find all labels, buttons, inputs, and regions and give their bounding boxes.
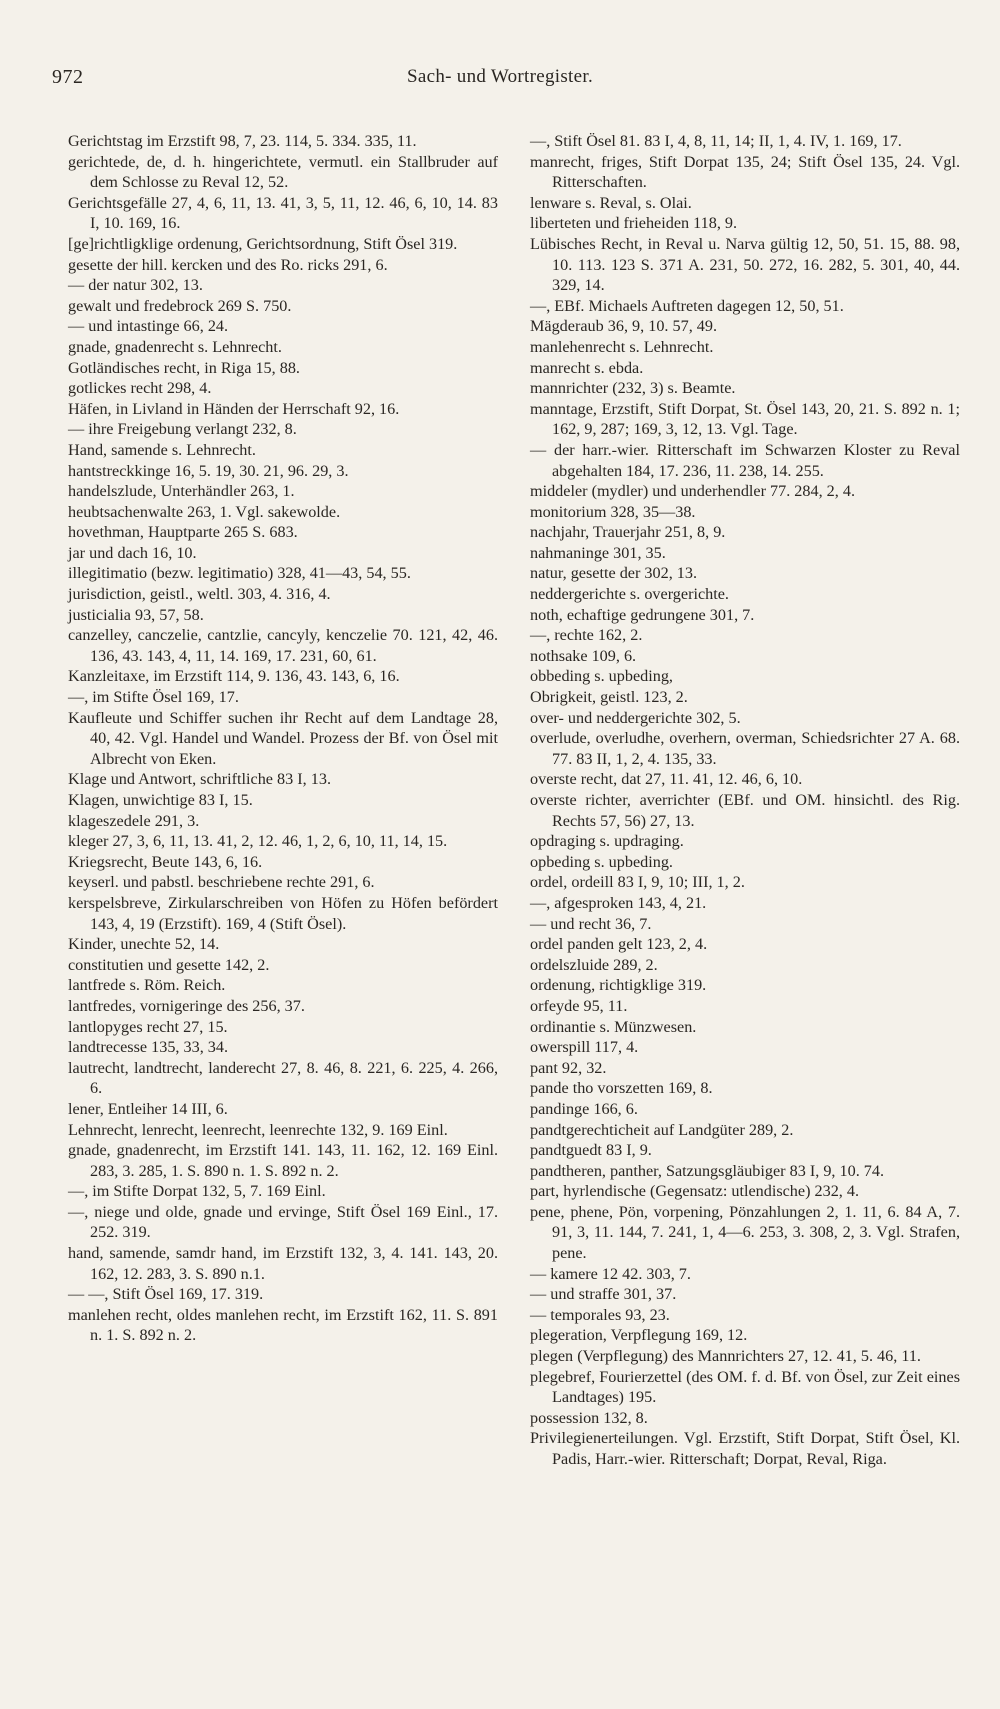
index-entry: gnade, gnadenrecht s. Lehnrecht. (68, 337, 282, 356)
index-entry: owerspill 117, 4. (530, 1038, 639, 1057)
index-entry: opbeding s. upbeding. (530, 852, 673, 871)
index-entry: pant 92, 32. (530, 1058, 607, 1077)
index-entry: overste richter, averrichter (EBf. und OM. hinsichtl. des Rig. Rechts 57, 56) 27, 13. (530, 791, 960, 830)
index-entry: overlude, overludhe, overhern, overman, Schiedsrichter 27 A. 68. 77. 83 II, 1, 2, 4. 135, 33. (530, 729, 960, 768)
index-entry: Hand, samende s. Lehnrecht. (68, 440, 256, 459)
index-entry: —, im Stifte Ösel 169, 17. (68, 688, 239, 707)
index-entry: lantfrede s. Röm. Reich. (68, 976, 226, 995)
index-entry: gotlickes recht 298, 4. (68, 379, 212, 398)
index-entry: Obrigkeit, geistl. 123, 2. (530, 688, 688, 707)
index-entry: [ge]richtligklige ordenung, Gerichtsordnung, Stift Ösel 319. (68, 234, 458, 253)
index-entry: hand, samende, samdr hand, im Erzstift 132, 3, 4. 141. 143, 20. 162, 12. 283, 3. S. 890 n.1. (68, 1244, 498, 1283)
index-entry: overste recht, dat 27, 11. 41, 12. 46, 6, 10. (530, 770, 803, 789)
right-column (530, 131, 960, 1470)
index-entry: pene, phene, Pön, vorpening, Pönzahlungen 2, 1. 11, 6. 84 A, 7. 91, 3, 11. 144, 7. 241, 1, 4—6. 253, 3. 308, 2, 3. Vgl. Strafen, pene. (530, 1202, 960, 1263)
index-entry: gerichtede, de, d. h. hingerichtete, vermutl. ein Stallbruder auf dem Schlosse zu Reval 12, 52. (68, 152, 498, 192)
index-entry: manlehenrecht s. Lehnrecht. (530, 337, 714, 356)
index-entry: justicialia 93, 57, 58. (68, 605, 204, 624)
index-entry: Häfen, in Livland in Händen der Herrschaft 92, 16. (68, 399, 400, 418)
index-entry: manlehen recht, oldes manlehen recht, im Erzstift 162, 11. S. 891 n. 1. S. 892 n. 2. (68, 1305, 498, 1345)
index-entry: over- und neddergerichte 302, 5. (530, 708, 741, 727)
index-entry: — der harr.-wier. Ritterschaft im Schwarzen Kloster zu Reval abgehalten 184, 17. 236, 11. 238, 14. 255. (530, 440, 960, 480)
index-entry: —, niege und olde, gnade und ervinge, Stift Ösel 169 Einl., 17. 252. 319. (68, 1202, 498, 1242)
index-entry: ordel panden gelt 123, 2, 4. (530, 935, 708, 954)
index-entry: — und recht 36, 7. (530, 914, 652, 933)
index-entry: lenware s. Reval, s. Olai. (530, 193, 692, 212)
index-entry: gewalt und fredebrock 269 S. 750. (68, 296, 292, 315)
index-entry: manntage, Erzstift, Stift Dorpat, St. Ösel 143, 20, 21. S. 892 n. 1; 162, 9, 287; 169, 3, 12, 13. Vgl. Tage. (530, 399, 960, 439)
index-entry: handelszlude, Unterhändler 263, 1. (68, 482, 295, 501)
index-entry: opdraging s. updraging. (530, 832, 684, 851)
index-entry: pande tho vorszetten 169, 8. (530, 1079, 713, 1098)
index-entry: nachjahr, Trauerjahr 251, 8, 9. (530, 523, 726, 542)
index-entry: — und straffe 301, 37. (530, 1285, 677, 1304)
index-entry: Kanzleitaxe, im Erzstift 114, 9. 136, 43. 143, 6, 16. (68, 667, 400, 686)
index-entry: hantstreckkinge 16, 5. 19, 30. 21, 96. 29, 3. (68, 461, 349, 480)
index-entry: — temporales 93, 23. (530, 1305, 670, 1324)
index-entry: Mägderaub 36, 9, 10. 57, 49. (530, 317, 718, 336)
index-entry: Lübisches Recht, in Reval u. Narva gültig 12, 50, 51. 15, 88. 98, 10. 113. 123 S. 371 A. 231, 50. 272, 16. 282, 5. 301, 40, 44. 329, 14. (530, 234, 960, 295)
index-entry: part, hyrlendische (Gegensatz: utlendische) 232, 4. (530, 1182, 860, 1201)
index-entry: pandtgerechticheit auf Landgüter 289, 2. (530, 1120, 794, 1139)
index-entry: pandtguedt 83 I, 9. (530, 1141, 652, 1160)
index-entry: Klagen, unwichtige 83 I, 15. (68, 791, 253, 809)
index-entry: plegen (Verpflegung) des Mannrichters 27, 12. 41, 5. 46, 11. (530, 1347, 921, 1366)
index-entry: keyserl. und pabstl. beschriebene rechte 291, 6. (68, 873, 375, 892)
index-entry: monitorium 328, 35—38. (530, 502, 696, 521)
index-entry: plegebref, Fourierzettel (des OM. f. d. Bf. von Ösel, zur Zeit eines Landtages) 195. (530, 1367, 960, 1407)
index-entry: — und intastinge 66, 24. (68, 317, 229, 336)
index-entry: heubtsachenwalte 263, 1. Vgl. sakewolde. (68, 502, 341, 521)
index-entry: klageszedele 291, 3. (68, 811, 200, 830)
index-entry: illegitimatio (bezw. legitimatio) 328, 41—43, 54, 55. (68, 564, 411, 583)
index-entry: gnade, gnadenrecht, im Erzstift 141. 143, 11. 162, 12. 169 Einl. 283, 3. 285, 1. S. 890 n. 1. S. 892 n. 2. (68, 1141, 498, 1180)
index-entry: mannrichter (232, 3) s. Beamte. (530, 379, 736, 398)
index-entry: kerspelsbreve, Zirkularschreiben von Höfen zu Höfen befördert 143, 4, 19 (Erzstift). 169, 4 (Stift Ösel). (68, 893, 498, 933)
index-entry: natur, gesette der 302, 13. (530, 564, 698, 583)
index-entry: — kamere 12 42. 303, 7. (530, 1264, 691, 1283)
index-entry: ordelszluide 289, 2. (530, 955, 658, 974)
index-entry: Kriegsrecht, Beute 143, 6, 16. (68, 852, 263, 871)
index-entry: gesette der hill. kercken und des Ro. ricks 291, 6. (68, 255, 388, 274)
index-entry: canzelley, canczelie, cantzlie, cancyly, kenczelie 70. 121, 42, 46. 136, 43. 143, 4, 11, 14. 169, 17. 231, 60, 61. (68, 626, 498, 665)
index-entry: lautrecht, landtrecht, landerecht 27, 8. 46, 8. 221, 6. 225, 4. 266, 6. (68, 1058, 498, 1098)
index-entry: orfeyde 95, 11. (530, 996, 628, 1015)
page-header (52, 66, 948, 94)
index-entry: Gerichtsgefälle 27, 4, 6, 11, 13. 41, 3, 5, 11, 12. 46, 6, 10, 14. 83 I, 10. 169, 16. (68, 193, 498, 233)
index-entry: Kinder, unechte 52, 14. (68, 935, 220, 954)
index-entry: hovethman, Hauptparte 265 S. 683. (68, 523, 298, 542)
index-entry: —, Stift Ösel 81. 83 I, 4, 8, 11, 14; II, 1, 4. IV, 1. 169, 17. (530, 132, 902, 150)
index-entry: —, afgesproken 143, 4, 21. (530, 893, 707, 912)
index-entry: —, im Stifte Dorpat 132, 5, 7. 169 Einl. (68, 1182, 326, 1201)
index-entry: jurisdiction, geistl., weltl. 303, 4. 316, 4. (68, 585, 331, 604)
index-entry: manrecht s. ebda. (530, 358, 644, 377)
index-entry: jar und dach 16, 10. (68, 543, 197, 562)
index-entry: Privilegienerteilungen. Vgl. Erzstift, Stift Dorpat, Stift Ösel, Kl. Padis, Harr.-wier. Ritterschaft; Dorpat, Reval, Riga. (530, 1429, 960, 1468)
index-entry: neddergerichte s. overgerichte. (530, 585, 729, 604)
index-entry: Kaufleute und Schiffer suchen ihr Recht auf dem Landtage 28, 40, 42. Vgl. Handel und Wandel. Prozess der Bf. von Ösel mit Albrecht von Eken. (68, 708, 498, 768)
index-entry: —, EBf. Michaels Auftreten dagegen 12, 50, 51. (530, 296, 844, 315)
index-entry: Gerichtstag im Erzstift 98, 7, 23. 114, 5. 334. 335, 11. (68, 132, 417, 150)
index-columns (60, 131, 960, 1601)
index-entry: nahmaninge 301, 35. (530, 543, 666, 562)
index-entry: lantfredes, vornigeringe des 256, 37. (68, 996, 305, 1015)
index-entry: Klage und Antwort, schriftliche 83 I, 13. (68, 770, 331, 789)
index-entry: pandtheren, panther, Satzungsgläubiger 83 I, 9, 10. 74. (530, 1161, 885, 1180)
running-title: Sach- und Wortregister. (406, 66, 593, 87)
index-entry: — —, Stift Ösel 169, 17. 319. (68, 1285, 264, 1304)
index-entry: lener, Entleiher 14 III, 6. (68, 1099, 228, 1118)
index-entry: possession 132, 8. (530, 1408, 648, 1427)
index-entry: landtrecesse 135, 33, 34. (68, 1038, 229, 1057)
index-entry: — ihre Freigebung verlangt 232, 8. (68, 420, 297, 439)
index-entry: noth, echaftige gedrungene 301, 7. (530, 605, 755, 624)
index-entry: manrecht, friges, Stift Dorpat 135, 24; Stift Ösel 135, 24. Vgl. Ritterschaften. (530, 152, 960, 192)
index-entry: obbeding s. upbeding, (530, 667, 673, 686)
index-entry: ordenung, richtigklige 319. (530, 976, 707, 995)
left-column (68, 131, 498, 1346)
index-entry: Lehnrecht, lenrecht, leenrecht, leenrechte 132, 9. 169 Einl. (68, 1120, 448, 1139)
index-entry: —, rechte 162, 2. (530, 626, 643, 645)
index-entry: middeler (mydler) und underhendler 77. 284, 2, 4. (530, 482, 856, 501)
index-entry: lantlopyges recht 27, 15. (68, 1017, 228, 1036)
index-entry: ordinantie s. Münzwesen. (530, 1017, 697, 1036)
page-number: 972 (52, 66, 84, 88)
index-entry: liberteten und frieheiden 118, 9. (530, 214, 738, 233)
index-entry: pandinge 166, 6. (530, 1099, 638, 1118)
index-entry: Gotländisches recht, in Riga 15, 88. (68, 358, 300, 377)
index-entry: plegeration, Verpflegung 169, 12. (530, 1326, 748, 1345)
index-entry: constitutien und gesette 142, 2. (68, 955, 270, 974)
index-entry: — der natur 302, 13. (68, 276, 203, 295)
index-entry: kleger 27, 3, 6, 11, 13. 41, 2, 12. 46, 1, 2, 6, 10, 11, 14, 15. (68, 832, 448, 851)
index-entry: nothsake 109, 6. (530, 646, 637, 665)
index-entry: ordel, ordeill 83 I, 9, 10; III, 1, 2. (530, 873, 745, 892)
